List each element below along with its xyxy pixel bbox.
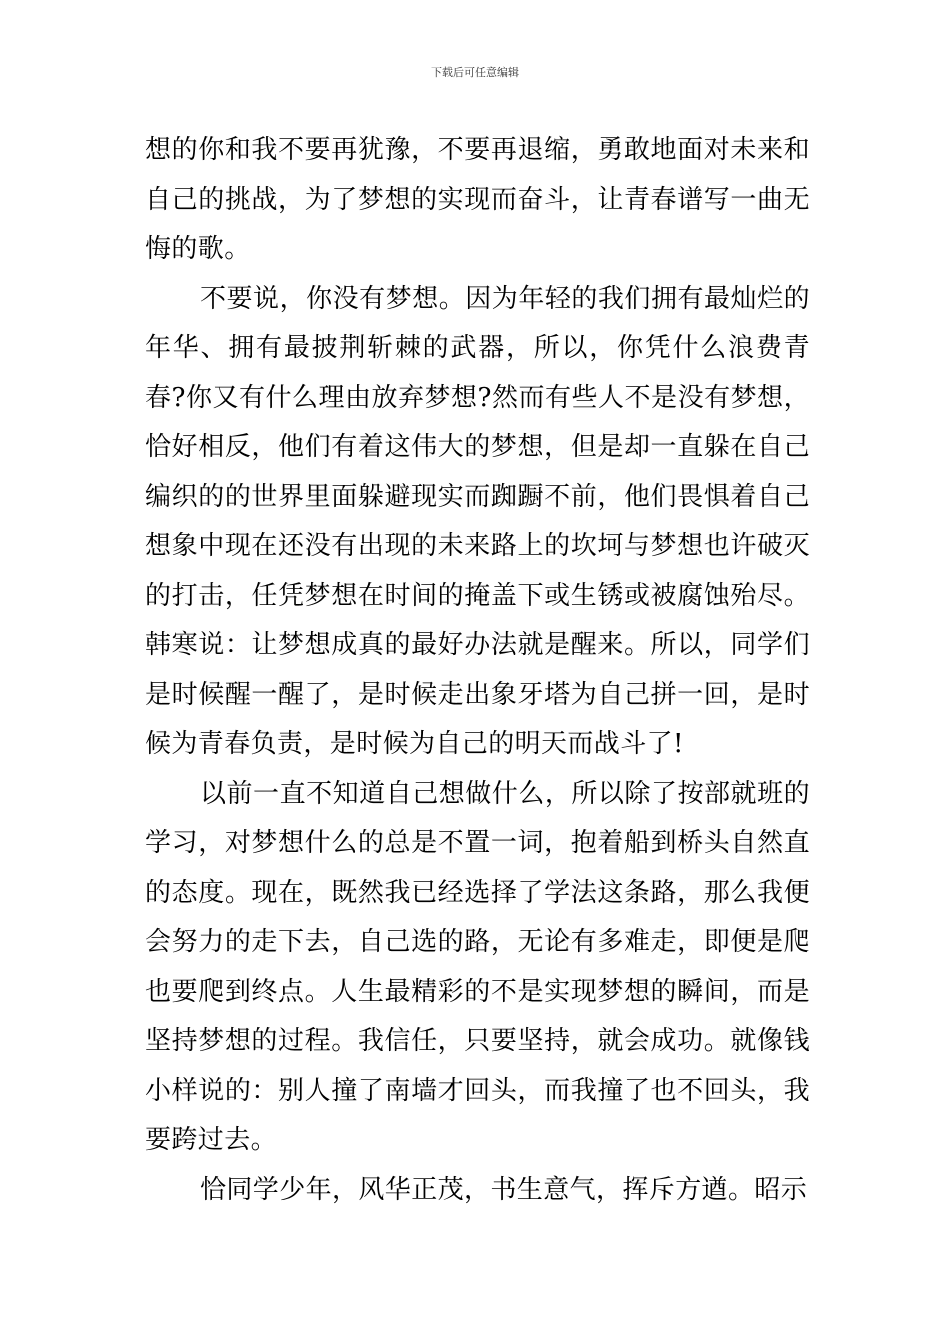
paragraph-continued: 想的你和我不要再犹豫，不要再退缩，勇敢地面对未来和自己的挑战，为了梦想的实现而奋斗，让青春谱写一曲无悔的歌。 — [145, 135, 810, 264]
paragraph-past-study: 以前一直不知道自己想做什么，所以除了按部就班的学习，对梦想什么的总是不置一词，抱着船到桥头自然直的态度。现在，既然我已经选择了学法这条路，那么我便会努力的走下去，自己选的路，无论有多难走，即便是爬也要爬到终点。人生最精彩的不是实现梦想的瞬间，而是坚持梦想的过程。我信任，只要坚持，就会成功。就像钱小样说的：别人撞了南墙才回头，而我撞了也不回头，我要跨过去。 — [145, 778, 810, 1155]
document-body — [145, 126, 810, 1215]
page-header-note: 下载后可任意编辑 — [431, 66, 519, 79]
paragraph-youth: 恰同学少年，风华正茂，书生意气，挥斥方遒。昭示 — [200, 1174, 808, 1205]
paragraph-no-dream: 不要说，你没有梦想。因为年轻的我们拥有最灿烂的年华、拥有最披荆斩棘的武器，所以，你凭什么浪费青春?你又有什么理由放弃梦想?然而有些人不是没有梦想，恰好相反，他们有着这伟大的梦想，但是却一直躲在自己编织的的世界里面躲避现实而踟蹰不前，他们畏惧着自己想象中现在还没有出现的未来路上的坎坷与梦想也许破灭的打击，任凭梦想在时间的掩盖下或生锈或被腐蚀殆尽。韩寒说：让梦想成真的最好办法就是醒来。所以，同学们是时候醒一醒了，是时候走出象牙塔为自己拼一回，是时候为青春负责，是时候为自己的明天而战斗了! — [145, 283, 810, 759]
